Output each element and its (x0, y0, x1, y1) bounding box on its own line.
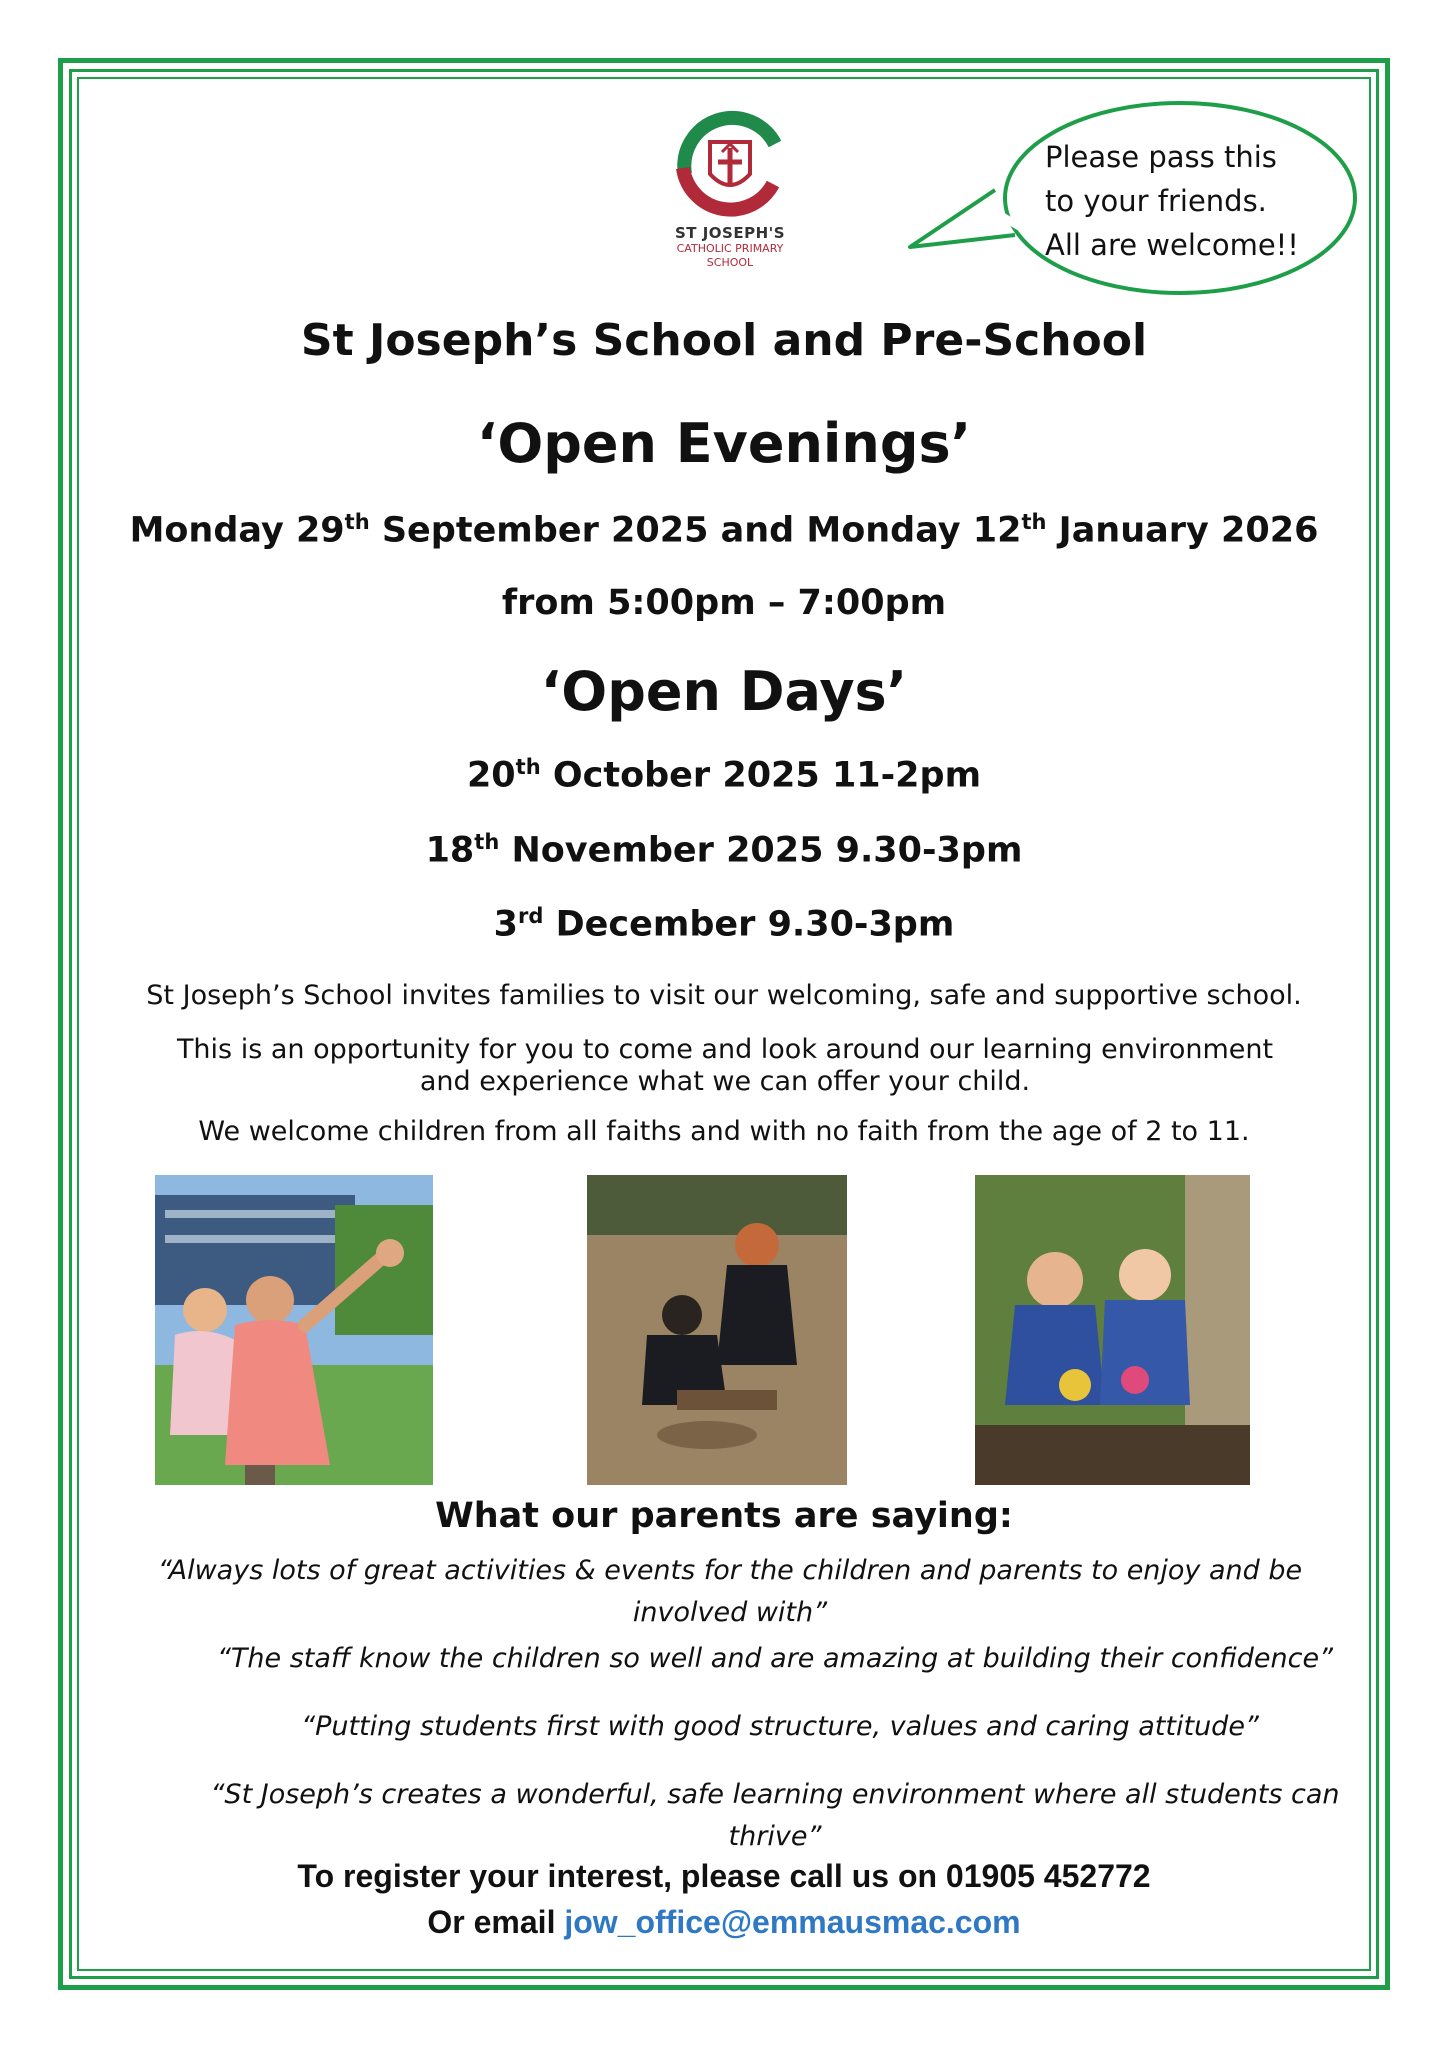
testimonials-heading: What our parents are saying: (435, 1496, 1013, 1536)
date-rest: December 9.30-3pm (543, 904, 955, 945)
photo-children-playing (587, 1175, 847, 1485)
date-rest: October 2025 11-2pm (540, 755, 982, 796)
date1-rest: September 2025 and Monday 12 (369, 510, 1022, 551)
photo-children-gardening (975, 1175, 1250, 1485)
intro-paragraph: We welcome children from all faiths and with no faith from the age of 2 to 11. (198, 1116, 1250, 1147)
open-day-date (100, 830, 1348, 871)
date-num: 3 (493, 904, 519, 945)
bubble-line-1: Please pass this (1045, 140, 1277, 174)
email-line (100, 1904, 1348, 1941)
speech-bubble-text (1045, 135, 1299, 267)
date1-day: Monday 29 (129, 510, 345, 551)
school-logo (640, 104, 820, 284)
open-evenings-time: from 5:00pm – 7:00pm (501, 583, 947, 623)
bubble-line-2: to your friends. (1045, 184, 1267, 218)
testimonial-quote: “St Joseph’s creates a wonderful, safe learning environment where all students can thrive” (210, 1779, 1340, 1852)
logo-line-3: SCHOOL (706, 256, 754, 269)
intro-paragraph: This is an opportunity for you to come and look around our learning environment and experience what we can offer your child. (176, 1034, 1274, 1097)
date-num: 18 (425, 830, 475, 871)
school-title: St Joseph’s School and Pre-School (300, 315, 1148, 366)
email-link[interactable]: jow_office@emmausmac.com (564, 1904, 1021, 1940)
date-rest: November 2025 9.30-3pm (499, 830, 1023, 871)
date-sup: th (515, 755, 541, 779)
bubble-line-3: All are welcome!! (1045, 228, 1299, 262)
register-phone: To register your interest, please call us on 01905 452772 (297, 1858, 1151, 1894)
photo-children-waving (155, 1175, 433, 1485)
intro-paragraph: St Joseph’s School invites families to visit our welcoming, safe and supportive school. (146, 980, 1302, 1011)
open-day-date (100, 755, 1348, 796)
open-days-heading: ‘Open Days’ (540, 660, 908, 723)
testimonial-quote: “Putting students first with good structure, values and caring attitude” (301, 1711, 1259, 1742)
date-num: 20 (466, 755, 516, 796)
open-evenings-dates (100, 510, 1348, 551)
speech-bubble (900, 95, 1370, 315)
crest-icon (665, 104, 795, 222)
logo-line-1: ST JOSEPH'S (674, 224, 786, 242)
email-prefix: Or email (427, 1904, 565, 1940)
logo-line-2: CATHOLIC PRIMARY (676, 242, 784, 255)
date-sup: rd (518, 904, 544, 928)
testimonial-quote: “Always lots of great activities & events for the children and parents to enjoy and be involved with” (157, 1555, 1303, 1628)
open-day-date (100, 904, 1348, 945)
date2-rest: January 2026 (1046, 510, 1319, 551)
date1-sup: th (344, 510, 370, 534)
date-sup: th (474, 830, 500, 854)
open-evenings-heading: ‘Open Evenings’ (476, 412, 972, 475)
date2-sup: th (1021, 510, 1047, 534)
testimonial-quote: “The staff know the children so well and are amazing at building their confidence” (216, 1643, 1334, 1674)
